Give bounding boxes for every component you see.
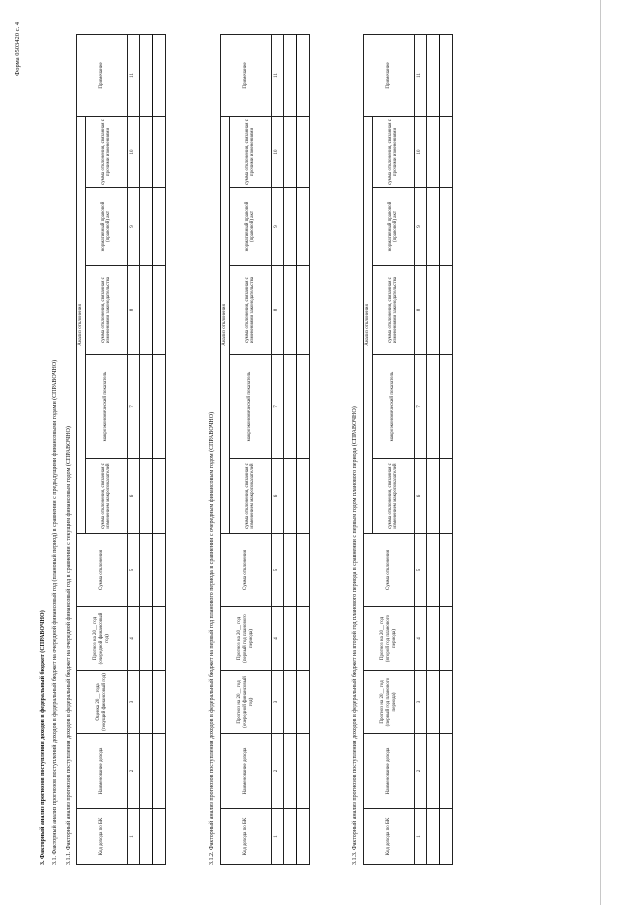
column-number: 5 [271,534,283,607]
empty-cell [152,355,165,459]
empty-cell [283,355,296,459]
empty-cell [296,459,309,534]
column-number: 3 [127,671,139,734]
header-cell: сумма отклонения, связанная с изменениями законодательства [85,266,127,355]
empty-cell [139,607,152,671]
header-cell: нормативный правовой (правовой) акт [229,188,271,266]
column-number: 7 [271,355,283,459]
empty-cell [152,534,165,607]
empty-cell [139,534,152,607]
empty-cell [439,734,452,809]
column-number: 6 [271,459,283,534]
empty-cell [139,671,152,734]
column-number: 10 [127,116,139,187]
header-cell: Код дохода по БК [221,809,272,865]
empty-cell [152,116,165,187]
empty-cell [439,188,452,266]
table-row [426,34,439,864]
empty-cell [426,266,439,355]
analysis-table [363,34,453,865]
empty-cell [296,534,309,607]
header-cell: сумма отклонения, связанная с изменением макропоказателей [85,459,127,534]
column-number: 4 [271,607,283,671]
empty-cell [296,188,309,266]
column-number: 3 [414,671,426,734]
empty-cell [283,34,296,116]
column-number: 2 [414,734,426,809]
scan-edge [600,0,601,905]
column-number: 7 [414,355,426,459]
column-number: 5 [414,534,426,607]
header-cell: сумма отклонения, связанная с прочими изменениями [85,116,127,187]
empty-cell [283,607,296,671]
empty-cell [139,809,152,865]
empty-cell [139,116,152,187]
column-number: 7 [127,355,139,459]
column-number: 6 [127,459,139,534]
column-number: 1 [271,809,283,865]
empty-cell [439,116,452,187]
empty-cell [439,607,452,671]
header-cell: Наименование дохода [364,734,415,809]
subsection-title: 3.1. Факторный анализ прогнозов поступлений доходов в федеральный бюджет на очередной финансовый год (плановый период) в сравнении с предыдущими финансовыми годами (СПРАВОЧНО) [52,359,58,865]
empty-cell [426,116,439,187]
column-number: 11 [127,34,139,116]
column-number: 5 [127,534,139,607]
header-cell: Прогноз на 20__ год (первый год планового периода) [221,607,272,671]
table-title: 3.1.3. Факторный анализ прогнозов поступления доходов в федеральный бюджет на второй год планового периода в сравнении с первым годом планового периода (СПРАВОЧНО) [352,406,358,865]
empty-cell [426,188,439,266]
empty-cell [283,266,296,355]
empty-cell [296,671,309,734]
empty-cell [139,188,152,266]
header-cell: Наименование дохода [77,734,128,809]
column-number: 8 [271,266,283,355]
empty-cell [283,671,296,734]
empty-cell [426,534,439,607]
empty-cell [296,355,309,459]
empty-cell [139,34,152,116]
table-row [139,34,152,864]
empty-cell [152,607,165,671]
table-row [283,34,296,864]
header-cell: сумма отклонения, связанная с прочими изменениями [229,116,271,187]
empty-cell [152,459,165,534]
empty-cell [439,671,452,734]
column-number: 10 [414,116,426,187]
empty-cell [139,459,152,534]
empty-cell [439,534,452,607]
empty-cell [426,459,439,534]
empty-cell [439,355,452,459]
column-number: 8 [127,266,139,355]
header-cell: макроэкономический показатель [85,355,127,459]
header-cell: сумма отклонения, связанная с прочими изменениями [372,116,414,187]
empty-cell [283,459,296,534]
table-row [152,34,165,864]
empty-cell [426,34,439,116]
header-cell: нормативный правовой (правовой) акт [85,188,127,266]
column-number: 2 [127,734,139,809]
header-cell: Сумма отклонения [364,534,415,607]
header-cell: Прогноз на 20__ год (очередной финансовый год) [77,607,128,671]
table-row [439,34,452,864]
empty-cell [152,266,165,355]
column-number: 1 [414,809,426,865]
column-number: 9 [127,188,139,266]
table-title: 3.1.1. Факторный анализ прогнозов поступления доходов в федеральный бюджет на очередной финансовый год в сравнении с текущим финансовым годом (СПРАВОЧНО) [66,426,72,865]
header-cell: Примечание [221,34,272,116]
header-cell: Код дохода по БК [77,809,128,865]
header-cell: Прогноз на 20__ год (второй год планового периода) [364,607,415,671]
header-cell: Сумма отклонения [221,534,272,607]
column-number: 1 [127,809,139,865]
empty-cell [283,116,296,187]
form-label: Форма 0503420 с. 4 [14,22,21,76]
column-number: 11 [271,34,283,116]
header-cell: Примечание [364,34,415,116]
header-cell: Сумма отклонения [77,534,128,607]
empty-cell [152,809,165,865]
section-title: 3. Факторный анализ прогнозов поступления доходов в федеральный бюджет (СПРАВОЧНО) [40,610,46,865]
empty-cell [426,809,439,865]
empty-cell [439,266,452,355]
table-row [296,34,309,864]
empty-cell [296,34,309,116]
header-cell: Примечание [77,34,128,116]
empty-cell [152,34,165,116]
empty-cell [296,809,309,865]
empty-cell [283,188,296,266]
empty-cell [152,188,165,266]
header-cell: сумма отклонения, связанная с изменением макропоказателей [372,459,414,534]
empty-cell [426,734,439,809]
empty-cell [139,734,152,809]
header-cell: Прогноз на 20__ год (очередной финансовый год) [221,671,272,734]
empty-cell [426,355,439,459]
empty-cell [296,116,309,187]
header-cell: нормативный правовой (правовой) акт [372,188,414,266]
column-number: 4 [127,607,139,671]
column-number: 2 [271,734,283,809]
header-cell: Оценка 20__ года (текущий финансовый год) [77,671,128,734]
column-number: 9 [414,188,426,266]
empty-cell [152,671,165,734]
group-header-cell: Анализ отклонения [221,116,230,533]
empty-cell [283,809,296,865]
empty-cell [283,534,296,607]
empty-cell [296,607,309,671]
empty-cell [439,34,452,116]
header-cell: сумма отклонения, связанная с изменением макропоказателей [229,459,271,534]
empty-cell [439,809,452,865]
empty-cell [139,355,152,459]
column-number: 8 [414,266,426,355]
empty-cell [439,459,452,534]
empty-cell [426,607,439,671]
header-cell: Наименование дохода [221,734,272,809]
table-title: 3.1.2. Факторный анализ прогнозов поступления доходов в федеральный бюджет на первый год планового периода в сравнении с очередным финансовым годом (СПРАВОЧНО) [209,411,215,865]
analysis-table [76,34,166,865]
empty-cell [152,734,165,809]
analysis-table [220,34,310,865]
column-number: 6 [414,459,426,534]
column-number: 9 [271,188,283,266]
header-cell: Код дохода по БК [364,809,415,865]
header-cell: макроэкономический показатель [229,355,271,459]
empty-cell [296,266,309,355]
empty-cell [426,671,439,734]
column-number: 10 [271,116,283,187]
header-cell: сумма отклонения, связанная с изменениями законодательства [229,266,271,355]
column-number: 11 [414,34,426,116]
header-cell: сумма отклонения, связанная с изменениями законодательства [372,266,414,355]
empty-cell [139,266,152,355]
group-header-cell: Анализ отклонения [364,116,373,533]
column-number: 4 [414,607,426,671]
column-number: 3 [271,671,283,734]
empty-cell [283,734,296,809]
header-cell: Прогноз на 20__ год (первый год планового периода) [364,671,415,734]
header-cell: макроэкономический показатель [372,355,414,459]
group-header-cell: Анализ отклонения [77,116,86,533]
empty-cell [296,734,309,809]
